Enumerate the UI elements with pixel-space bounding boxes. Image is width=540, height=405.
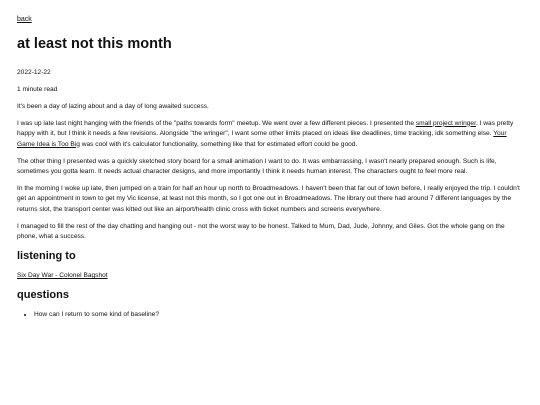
back-link[interactable]: back <box>17 16 32 23</box>
intro-paragraph: It's been a day of lazing about and a day of long awaited success. <box>17 102 209 110</box>
questions-list <box>17 310 523 320</box>
listening-heading: listening to <box>17 250 76 263</box>
meetup-text-3: was cool with it's calculator functionality, something like that for estimated effort could be good. <box>79 140 358 148</box>
broadmeadows-paragraph: In the morning I woke up late, then jumped on a train for half an hour up north to Broadmeadows. I haven't been that far out of town before, I really enjoyed the trip. I couldn't get an appointment in town to get my Vic license, at least not this month, so I got one out in Broadmeadows. The library out there had around 7 different languages by the returns slot, the transport center was kitted out like an airport/health clinic cross with ticket numbers and screens everywhere. <box>17 184 520 213</box>
questions-heading: questions <box>17 289 69 302</box>
song-link[interactable]: Six Day War - Colonel Bagshot <box>17 272 108 280</box>
small-project-wringer-link[interactable]: small project wringer <box>415 119 476 127</box>
storyboard-paragraph: The other thing I presented was a quickly sketched story board for a small animation I want to do. It was embarrassing, I wasn't nearly prepared enough. Such is life, sometimes you gotta learn. It needs actual character designs, and more importantly I think it needs human interest. The characters ought to feel more real. <box>17 157 497 176</box>
listening-item <box>17 271 523 282</box>
read-time: 1 minute read <box>17 85 58 93</box>
game-idea-too-big-link[interactable]: Your Game Idea is Too Big <box>17 130 507 148</box>
page-title: at least not this month <box>17 36 172 52</box>
meetup-text-1: I was up late last night hanging with the friends of the "paths towards form" meetup. We went over a few different pieces. I presented the <box>17 119 416 127</box>
list-item: • How can I return to some kind of baseline? <box>34 310 523 320</box>
post-date: 2022-12-22 <box>17 69 51 76</box>
meetup-text-2: . I was pretty happy with it, but I think it needs a few revisions. Alongside "the wringer", I want some other limits placed on ideas like deadlines, time tracking, idk something else. <box>17 119 514 138</box>
rest-of-day-paragraph: I managed to fill the rest of the day chatting and hanging out - not the worst way to be honest. Talked to Mum, Dad, Jude, Johnny, and Giles. Got the whole gang on the phone, what a success. <box>17 222 505 241</box>
meetup-paragraph <box>17 119 523 151</box>
